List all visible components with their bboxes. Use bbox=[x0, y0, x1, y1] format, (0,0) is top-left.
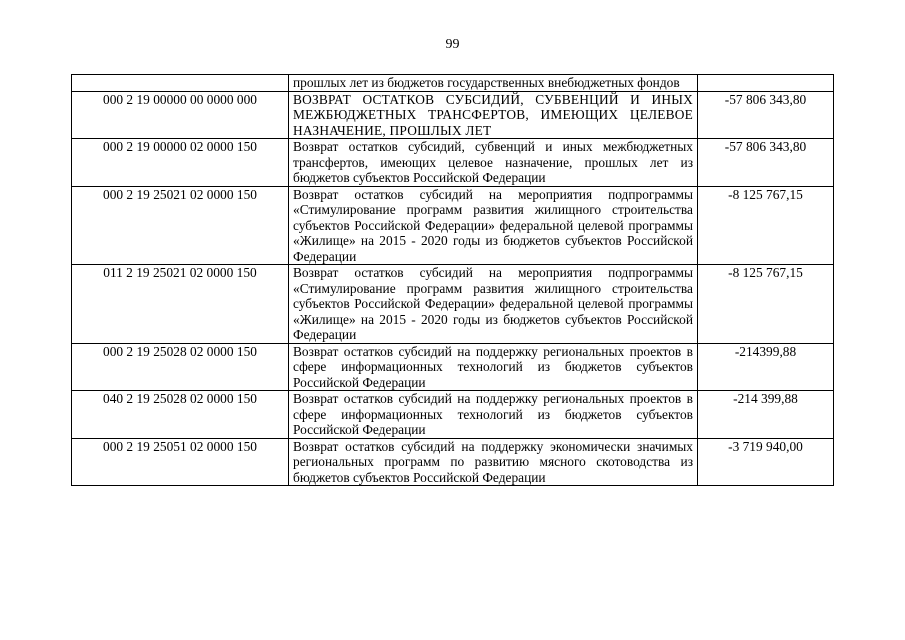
table-row bbox=[72, 391, 834, 439]
budget-item-name: Возврат остатков субсидий на мероприятия подпрограммы «Стимулирование программ развития жилищного строительства субъектов Российской Федерации» федеральной целевой программы «Жилище» на 2015 - 2020 годы из бюджетов субъектов Российской Федерации bbox=[289, 265, 698, 344]
budget-amount: -8 125 767,15 bbox=[698, 265, 834, 344]
budget-item-name: ВОЗВРАТ ОСТАТКОВ СУБСИДИЙ, СУБВЕНЦИЙ И ИНЫХ МЕЖБЮДЖЕТНЫХ ТРАНСФЕРТОВ, ИМЕЮЩИХ ЦЕЛЕВОЕ НАЗНАЧЕНИЕ, ПРОШЛЫХ ЛЕТ bbox=[289, 91, 698, 139]
budget-amount: -3 719 940,00 bbox=[698, 438, 834, 486]
budget-code: 000 2 19 00000 02 0000 150 bbox=[72, 139, 289, 187]
budget-item-name: Возврат остатков субсидий на поддержку региональных проектов в сфере информационных технологий из бюджетов субъектов Российской Федерации bbox=[289, 343, 698, 391]
table-row bbox=[72, 343, 834, 391]
budget-amount: -57 806 343,80 bbox=[698, 91, 834, 139]
budget-item-name: Возврат остатков субсидий, субвенций и иных межбюджетных трансфертов, имеющих целевое назначение, прошлых лет из бюджетов субъектов Российской Федерации bbox=[289, 139, 698, 187]
page-number: 99 bbox=[445, 37, 460, 52]
budget-amount: -8 125 767,15 bbox=[698, 186, 834, 265]
budget-item-name: прошлых лет из бюджетов государственных внебюджетных фондов bbox=[289, 75, 698, 92]
budget-code: 000 2 19 25021 02 0000 150 bbox=[72, 186, 289, 265]
budget-code: 040 2 19 25028 02 0000 150 bbox=[72, 391, 289, 439]
budget-amount: -214 399,88 bbox=[698, 391, 834, 439]
table-row bbox=[72, 186, 834, 265]
budget-code: 000 2 19 25051 02 0000 150 bbox=[72, 438, 289, 486]
table-row bbox=[72, 75, 834, 92]
budget-amount: -214399,88 bbox=[698, 343, 834, 391]
budget-item-name: Возврат остатков субсидий на поддержку региональных проектов в сфере информационных технологий из бюджетов субъектов Российской Федерации bbox=[289, 391, 698, 439]
budget-item-name: Возврат остатков субсидий на поддержку экономически значимых региональных программ по развитию мясного скотоводства из бюджетов субъектов Российской Федерации bbox=[289, 438, 698, 486]
budget-table bbox=[71, 74, 834, 486]
budget-item-name: Возврат остатков субсидий на мероприятия подпрограммы «Стимулирование программ развития жилищного строительства субъектов Российской Федерации» федеральной целевой программы «Жилище» на 2015 - 2020 годы из бюджетов субъектов Российской Федерации bbox=[289, 186, 698, 265]
table-row bbox=[72, 139, 834, 187]
budget-amount: -57 806 343,80 bbox=[698, 139, 834, 187]
budget-code: 000 2 19 25028 02 0000 150 bbox=[72, 343, 289, 391]
budget-code bbox=[72, 75, 289, 92]
table-row bbox=[72, 265, 834, 344]
budget-code: 000 2 19 00000 00 0000 000 bbox=[72, 91, 289, 139]
budget-code: 011 2 19 25021 02 0000 150 bbox=[72, 265, 289, 344]
budget-table-body bbox=[72, 75, 834, 486]
table-row bbox=[72, 91, 834, 139]
budget-amount bbox=[698, 75, 834, 92]
table-row bbox=[72, 438, 834, 486]
